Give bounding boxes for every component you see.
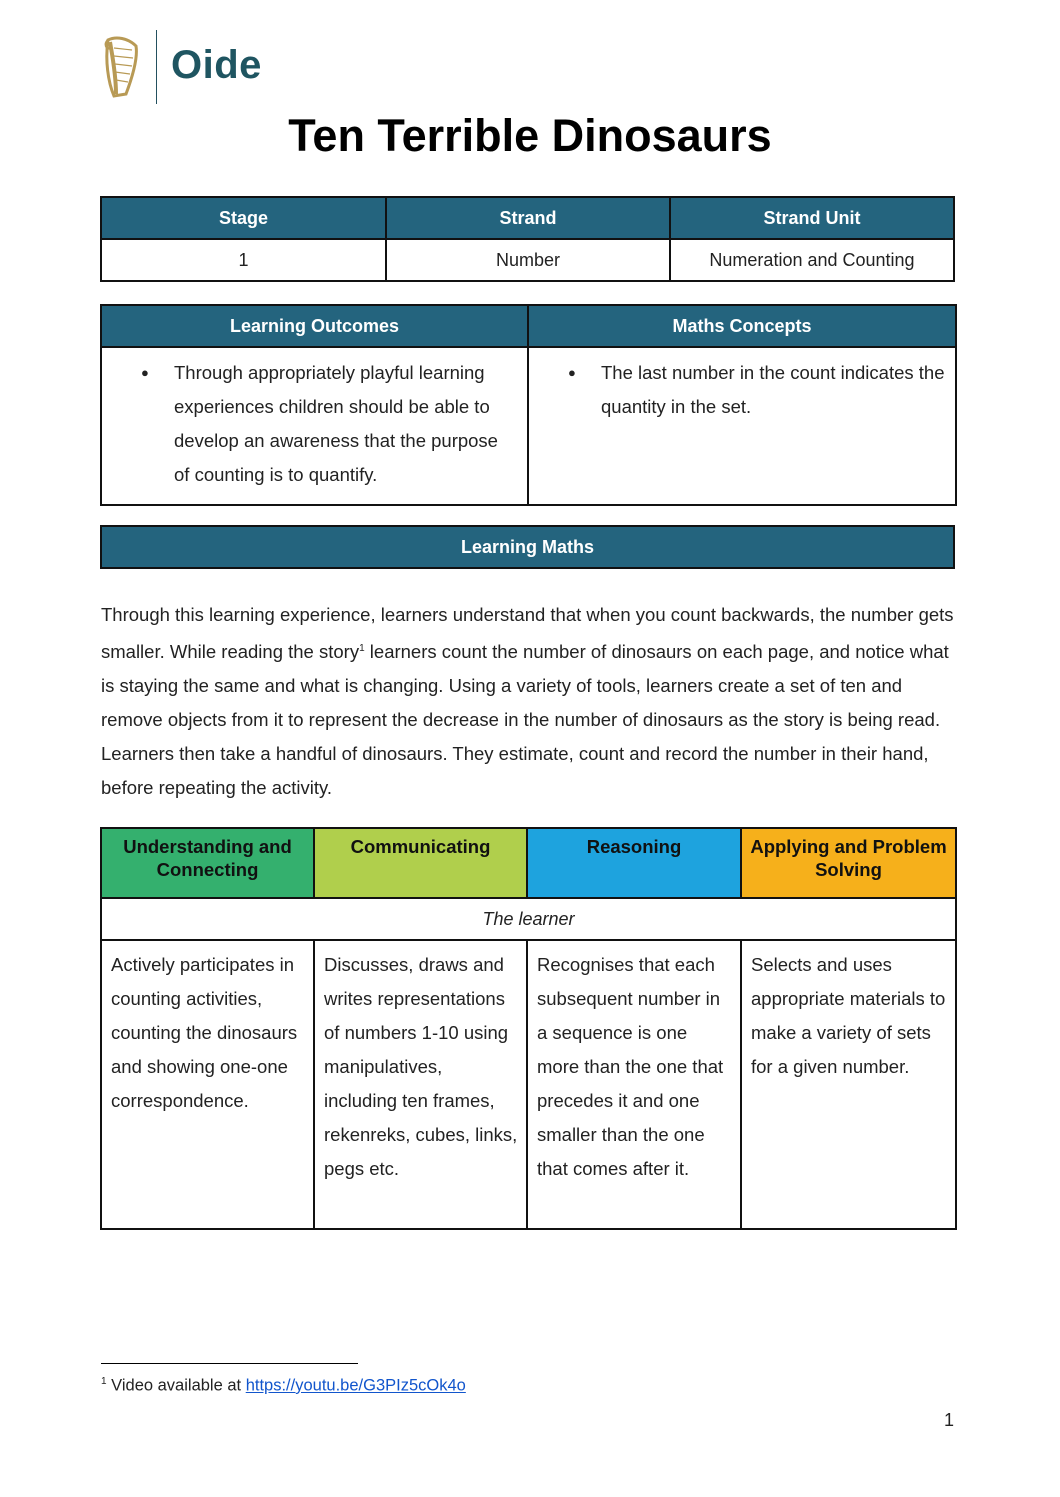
footnote-number: 1: [101, 1376, 107, 1387]
learning-outcomes-header: Learning Outcomes: [101, 305, 528, 347]
footnote: [101, 1376, 466, 1396]
reasoning-description: Recognises that each subsequent number in a sequence is one more than the one that precedes it and one smaller than the one that comes after it.: [527, 940, 741, 1229]
logo-divider: [156, 30, 157, 104]
stage-table: [100, 196, 955, 282]
strand-value: Number: [386, 239, 670, 281]
maths-concepts-header: Maths Concepts: [528, 305, 956, 347]
outcomes-table: [100, 304, 957, 506]
page-title: Ten Terrible Dinosaurs: [288, 110, 772, 161]
understanding-connecting-header: Understanding and Connecting: [101, 828, 314, 898]
stage-value: 1: [101, 239, 386, 281]
footnote-rule: [101, 1363, 358, 1364]
stage-header: Stage: [101, 197, 386, 239]
video-link[interactable]: https://youtu.be/G3PIz5cOk4o: [245, 1376, 466, 1395]
oide-logo: [102, 30, 262, 104]
harp-icon: [102, 34, 142, 100]
logo-wordmark: Oide: [171, 42, 262, 87]
learning-maths-header: Learning Maths: [101, 526, 954, 568]
learning-maths-paragraph: [101, 598, 961, 805]
communicating-header: Communicating: [314, 828, 527, 898]
learning-outcome-item: ● Through appropriately playful learning experiences children should be able to develop an awareness that the purpose of counting is to quantify.: [174, 356, 517, 492]
competencies-table: [100, 827, 957, 1230]
the-learner-row: The learner: [101, 898, 956, 940]
strand-unit-header: Strand Unit: [670, 197, 954, 239]
learning-maths-banner: [100, 525, 955, 569]
applying-description: Selects and uses appropriate materials to make a variety of sets for a given number.: [741, 940, 956, 1229]
maths-concept-item: ● The last number in the count indicates the quantity in the set.: [601, 356, 945, 424]
page-number: 1: [944, 1410, 955, 1430]
strand-header: Strand: [386, 197, 670, 239]
strand-unit-value: Numeration and Counting: [670, 239, 954, 281]
maths-concepts-cell: [528, 347, 956, 505]
paragraph-text-start: Through this learning experience, learners understand that when you count backwards, the number gets smaller. While reading the story: [101, 604, 954, 663]
paragraph-text-end: learners count the number of dinosaurs on each page, and notice what is staying the same and what is changing. Using a variety of tools, learners create a set of ten and remove objects from it to represent the decrease in the number of dinosaurs as the story is being read. Learners then take a handful of dinosaurs. They estimate, count and record the number in their hand, before repeating the activity.: [101, 641, 949, 799]
footnote-ref[interactable]: 1: [359, 643, 365, 654]
applying-problem-solving-header: Applying and Problem Solving: [741, 828, 956, 898]
learning-outcomes-cell: [101, 347, 528, 505]
communicating-description: Discusses, draws and writes representations of numbers 1-10 using manipulatives, including ten frames, rekenreks, cubes, links, pegs etc.: [314, 940, 527, 1229]
reasoning-header: Reasoning: [527, 828, 741, 898]
footnote-text: Video available at: [106, 1376, 246, 1395]
understanding-description: Actively participates in counting activities, counting the dinosaurs and showing one-one correspondence.: [101, 940, 314, 1229]
